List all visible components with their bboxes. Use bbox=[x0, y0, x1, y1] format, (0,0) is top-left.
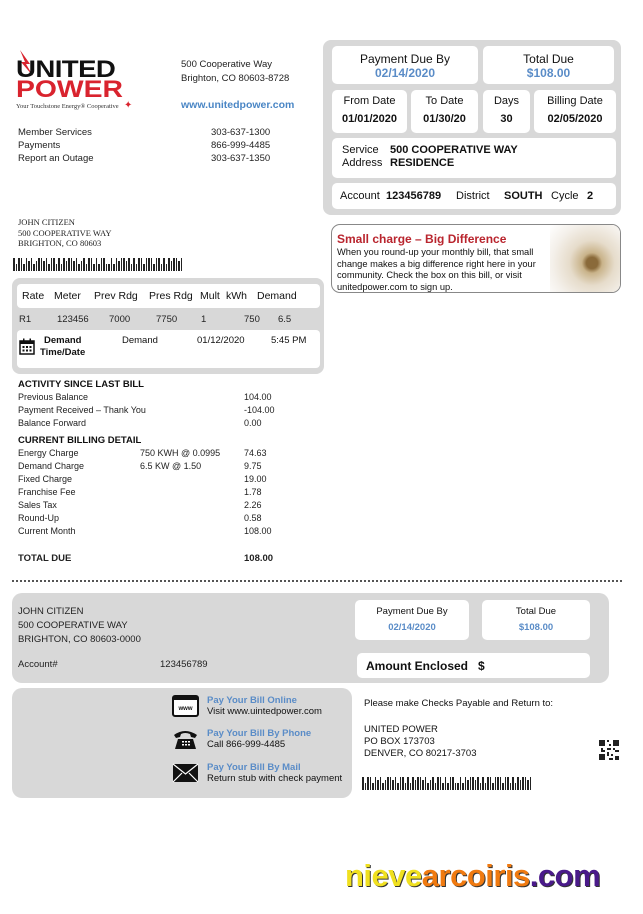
barcode-bar bbox=[28, 261, 30, 271]
barcode-bar bbox=[18, 258, 20, 271]
barcode-bar bbox=[432, 777, 434, 790]
contact-label: Report an Outage bbox=[18, 153, 94, 164]
service-address-label bbox=[342, 144, 382, 170]
barcode-bar bbox=[161, 264, 163, 271]
stub-total-due-card bbox=[482, 600, 590, 640]
to-date-value: 01/30/20 bbox=[423, 113, 466, 125]
stub-street: 500 COOPERATIVE WAY bbox=[18, 620, 128, 631]
cell-rate: R1 bbox=[19, 314, 32, 325]
company-address bbox=[181, 58, 289, 86]
watermark-part3: .com bbox=[529, 858, 601, 893]
barcode-bar bbox=[103, 258, 105, 271]
barcode-bar bbox=[113, 264, 115, 271]
ledger-label: Franchise Fee bbox=[18, 487, 76, 497]
barcode-bar bbox=[490, 777, 492, 790]
barcode-bar bbox=[78, 264, 80, 271]
contact-phone: 303-637-1350 bbox=[211, 153, 271, 164]
customer-city: BRIGHTON, CO 80603 bbox=[18, 238, 102, 248]
from-date-value: 01/01/2020 bbox=[341, 113, 398, 125]
contact-label: Member Services bbox=[18, 127, 92, 138]
logo-united-text: UNITED bbox=[16, 56, 116, 83]
district-value: SOUTH bbox=[504, 190, 543, 202]
barcode-bar bbox=[146, 258, 148, 271]
stub-total-due-label: Total Due bbox=[515, 606, 557, 617]
billing-ledger bbox=[18, 378, 318, 566]
phone-icon bbox=[172, 728, 199, 750]
ledger-amount: 0.58 bbox=[244, 513, 262, 523]
ledger-label: Balance Forward bbox=[18, 418, 87, 428]
barcode-bar bbox=[36, 261, 38, 271]
meter-table-row bbox=[17, 308, 320, 330]
barcode-bar bbox=[173, 258, 175, 271]
barcode-bar bbox=[370, 777, 372, 790]
pay-phone-sub: Call 866-999-4485 bbox=[207, 739, 286, 750]
col-meter: Meter bbox=[54, 290, 81, 302]
barcode-bar bbox=[377, 780, 379, 790]
customer-address bbox=[18, 217, 112, 249]
barcode-bar bbox=[101, 258, 103, 271]
barcode-bar bbox=[88, 258, 90, 271]
ledger-amount: 0.00 bbox=[244, 418, 262, 428]
remit-city: DENVER, CO 80217-3703 bbox=[364, 748, 477, 759]
col-prev-rdg: Prev Rdg bbox=[94, 290, 138, 302]
barcode-bar bbox=[427, 783, 429, 790]
total-due-value: $108.00 bbox=[526, 66, 571, 80]
barcode-bar bbox=[81, 261, 83, 271]
barcode-bar bbox=[91, 258, 93, 271]
barcode-bar bbox=[395, 777, 397, 790]
payment-options-panel bbox=[12, 688, 352, 798]
stub-account-label: Account# bbox=[18, 659, 58, 670]
logo-tagline: Your Touchstone Energy® Cooperative bbox=[16, 103, 119, 110]
barcode-bar bbox=[442, 783, 444, 790]
contact-label: Payments bbox=[18, 140, 61, 151]
ledger-detail: 750 KWH @ 0.0995 bbox=[140, 448, 221, 458]
ledger-label: Payment Received – Thank You bbox=[18, 405, 146, 415]
barcode-bar bbox=[136, 264, 138, 271]
ledger-amount: 2.26 bbox=[244, 500, 262, 510]
bill-summary-panel bbox=[323, 40, 621, 215]
cell-kwh: 750 bbox=[244, 314, 260, 325]
demand-type: Demand bbox=[122, 335, 158, 346]
from-date-card bbox=[332, 90, 407, 133]
to-date-label: To Date bbox=[425, 95, 464, 107]
stub-payment-due-value: 02/14/2020 bbox=[388, 622, 436, 633]
barcode-bar bbox=[450, 777, 452, 790]
barcode-bar bbox=[66, 261, 68, 271]
barcode-bar bbox=[63, 258, 65, 271]
service-address-value bbox=[390, 144, 518, 170]
barcode-bar bbox=[48, 264, 50, 271]
barcode-bar bbox=[108, 264, 110, 271]
total-due-label: Total Due bbox=[523, 52, 574, 66]
barcode-bar bbox=[512, 777, 514, 790]
barcode-bar bbox=[121, 258, 123, 271]
col-rate: Rate bbox=[22, 290, 45, 302]
barcode-bar bbox=[131, 264, 133, 271]
barcode-bar bbox=[385, 780, 387, 790]
barcode-bar bbox=[380, 777, 382, 790]
barcode-bar bbox=[457, 783, 459, 790]
ledger-row bbox=[18, 405, 318, 418]
barcode-bar bbox=[472, 777, 474, 790]
ledger-row bbox=[18, 487, 318, 500]
barcode-bar bbox=[477, 777, 479, 790]
barcode-bar bbox=[420, 777, 422, 790]
barcode-bar bbox=[31, 258, 33, 271]
tear-line bbox=[12, 580, 622, 582]
barcode-bar bbox=[68, 258, 70, 271]
remit-name: UNITED POWER bbox=[364, 724, 438, 735]
barcode-bar bbox=[462, 783, 464, 790]
col-mult: Mult bbox=[200, 290, 220, 302]
cell-pres-rdg: 7750 bbox=[156, 314, 178, 325]
barcode-bar bbox=[475, 780, 477, 790]
barcode-bar bbox=[143, 264, 145, 271]
service-type: RESIDENCE bbox=[390, 157, 455, 169]
barcode-bar bbox=[515, 783, 517, 790]
barcode-bar bbox=[83, 258, 85, 271]
pay-online-sub: Visit www.uintedpower.com bbox=[207, 706, 322, 717]
barcode-bar bbox=[176, 258, 178, 271]
barcode-bar bbox=[435, 783, 437, 790]
pay-phone-title: Pay Your Bill By Phone bbox=[207, 728, 312, 739]
barcode-bar bbox=[16, 264, 18, 271]
company-website-link[interactable]: www.unitedpower.com bbox=[181, 99, 295, 111]
meter-reading-panel bbox=[12, 278, 324, 374]
promo-body: When you round-up your monthly bill, that small change makes a big difference right here in your community. Check the box on this bill, or visit unitedpower.com to sign up. bbox=[337, 247, 536, 292]
watermark bbox=[345, 858, 600, 894]
payment-due-card bbox=[332, 46, 478, 84]
ledger-row bbox=[18, 418, 318, 431]
barcode-bar bbox=[98, 264, 100, 271]
barcode-bar bbox=[33, 264, 35, 271]
total-due-card bbox=[483, 46, 614, 84]
from-date-label: From Date bbox=[343, 95, 396, 107]
ledger-label: Round-Up bbox=[18, 513, 60, 523]
ledger-amount: 74.63 bbox=[244, 448, 267, 458]
demand-time: 5:45 PM bbox=[271, 335, 307, 346]
contact-phone: 866-999-4485 bbox=[211, 140, 271, 151]
barcode-bar bbox=[437, 777, 439, 790]
company-address-line2: Brighton, CO 80603-8728 bbox=[181, 73, 290, 84]
pay-mail-title: Pay Your Bill By Mail bbox=[207, 762, 301, 773]
barcode-bar bbox=[71, 258, 73, 271]
barcode-bar bbox=[392, 780, 394, 790]
touchstone-star-icon: ✦ bbox=[124, 100, 133, 111]
contact-phone: 303-637-1300 bbox=[211, 127, 271, 138]
ledger-row bbox=[18, 513, 318, 526]
barcode-bar bbox=[525, 777, 527, 790]
barcode-bar bbox=[465, 777, 467, 790]
barcode-bar bbox=[118, 261, 120, 271]
barcode-bar bbox=[23, 264, 25, 271]
barcode-bar bbox=[58, 258, 60, 271]
barcode-bar bbox=[412, 777, 414, 790]
barcode-bar bbox=[417, 777, 419, 790]
barcode-bar bbox=[505, 777, 507, 790]
account-label: Account bbox=[340, 190, 380, 202]
customer-name: JOHN CITIZEN bbox=[18, 217, 75, 227]
total-due-label: TOTAL DUE bbox=[18, 553, 72, 564]
billing-heading: CURRENT BILLING DETAIL bbox=[18, 435, 142, 446]
barcode-bar bbox=[405, 783, 407, 790]
stub-city: BRIGHTON, CO 80603-0000 bbox=[18, 634, 141, 645]
barcode-bar bbox=[487, 777, 489, 790]
cell-mult: 1 bbox=[201, 314, 207, 325]
ledger-label: Demand Charge bbox=[18, 461, 85, 471]
days-label: Days bbox=[493, 95, 520, 107]
barcode-bar bbox=[502, 783, 504, 790]
remit-address bbox=[364, 698, 553, 760]
cycle-label: Cycle bbox=[551, 190, 579, 202]
service-street: 500 COOPERATIVE WAY bbox=[390, 144, 518, 156]
barcode-bar bbox=[467, 780, 469, 790]
pay-online-title: Pay Your Bill Online bbox=[207, 695, 297, 706]
barcode-bar bbox=[470, 777, 472, 790]
col-pres-rdg: Pres Rdg bbox=[149, 290, 193, 302]
barcode-bar bbox=[168, 258, 170, 271]
ledger-amount: 108.00 bbox=[244, 526, 272, 536]
barcode-bar bbox=[106, 264, 108, 271]
contact-row bbox=[18, 152, 288, 165]
barcode-bar bbox=[38, 258, 40, 271]
barcode-bar bbox=[425, 777, 427, 790]
cell-demand: 6.5 bbox=[278, 314, 292, 325]
barcode-bar bbox=[128, 258, 130, 271]
demand-label-1: Demand bbox=[44, 335, 82, 346]
ledger-row bbox=[18, 526, 318, 539]
barcode-bar bbox=[148, 258, 150, 271]
ledger-label: Energy Charge bbox=[18, 448, 79, 458]
ledger-label: Fixed Charge bbox=[18, 474, 73, 484]
ledger-amount: -104.00 bbox=[244, 405, 275, 415]
barcode-bar bbox=[372, 783, 374, 790]
company-address-line1: 500 Cooperative Way bbox=[181, 59, 273, 70]
barcode-bar bbox=[178, 261, 180, 271]
barcode-bar bbox=[151, 258, 153, 271]
ledger-row bbox=[18, 461, 318, 474]
stub-account-value: 123456789 bbox=[160, 659, 208, 670]
barcode-bar bbox=[163, 258, 165, 271]
barcode-bar bbox=[500, 777, 502, 790]
ledger-row bbox=[18, 500, 318, 513]
barcode-bar bbox=[485, 783, 487, 790]
barcode-bar bbox=[422, 780, 424, 790]
barcode-bar bbox=[362, 777, 364, 790]
cycle-value: 2 bbox=[587, 190, 594, 202]
barcode-bar bbox=[390, 777, 392, 790]
ledger-amount: 104.00 bbox=[244, 392, 272, 402]
demand-time-label bbox=[40, 335, 85, 359]
barcode-bar bbox=[495, 777, 497, 790]
barcode-bar bbox=[410, 783, 412, 790]
remit-box: PO BOX 173703 bbox=[364, 736, 435, 747]
billing-date-card bbox=[534, 90, 616, 133]
barcode-bar bbox=[415, 780, 417, 790]
barcode-bar bbox=[138, 258, 140, 271]
barcode-bar bbox=[53, 258, 55, 271]
barcode-bar bbox=[76, 258, 78, 271]
postal-barcode bbox=[13, 257, 182, 271]
barcode-bar bbox=[123, 258, 125, 271]
stub-payment-due-card bbox=[355, 600, 469, 640]
amount-enclosed-label: Amount Enclosed bbox=[366, 659, 469, 673]
return-barcode bbox=[362, 776, 531, 790]
barcode-bar bbox=[447, 783, 449, 790]
total-due-amount: 108.00 bbox=[244, 553, 274, 564]
currency-symbol: $ bbox=[478, 659, 485, 673]
barcode-bar bbox=[56, 264, 58, 271]
amount-enclosed-field[interactable] bbox=[357, 653, 590, 678]
billing-date-label: Billing Date bbox=[547, 95, 603, 107]
cell-meter: 123456 bbox=[57, 314, 89, 325]
ledger-amount: 1.78 bbox=[244, 487, 262, 497]
barcode-bar bbox=[26, 258, 28, 271]
barcode-bar bbox=[402, 777, 404, 790]
col-kwh: kWh bbox=[226, 290, 247, 302]
stub-name: JOHN CITIZEN bbox=[18, 606, 84, 617]
company-logo bbox=[16, 52, 148, 118]
qr-code-icon bbox=[599, 740, 619, 760]
barcode-bar bbox=[181, 258, 183, 271]
meter-table-header bbox=[17, 284, 320, 308]
barcode-bar bbox=[530, 777, 532, 790]
barcode-bar bbox=[460, 777, 462, 790]
stub-payment-due-label: Payment Due By bbox=[376, 606, 448, 617]
barcode-bar bbox=[492, 783, 494, 790]
barcode-bar bbox=[445, 777, 447, 790]
watermark-part2: arcoiris bbox=[421, 858, 530, 893]
promo-title: Small charge – Big Difference bbox=[337, 232, 507, 246]
barcode-bar bbox=[480, 783, 482, 790]
stub-total-due-value: $108.00 bbox=[518, 622, 554, 633]
barcode-bar bbox=[482, 777, 484, 790]
barcode-bar bbox=[497, 777, 499, 790]
www-icon bbox=[172, 695, 199, 717]
barcode-bar bbox=[13, 258, 15, 271]
barcode-bar bbox=[400, 777, 402, 790]
ledger-label: Previous Balance bbox=[18, 392, 89, 402]
barcode-bar bbox=[156, 258, 158, 271]
district-label: District bbox=[456, 190, 490, 202]
ledger-row bbox=[18, 448, 318, 461]
pay-mail-sub: Return stub with check payment bbox=[207, 773, 343, 784]
ledger-amount: 19.00 bbox=[244, 474, 267, 484]
ledger-label: Current Month bbox=[18, 526, 76, 536]
barcode-bar bbox=[141, 258, 143, 271]
barcode-bar bbox=[41, 258, 43, 271]
contact-row bbox=[18, 139, 288, 152]
total-due-row bbox=[18, 553, 318, 566]
demand-time-row bbox=[17, 330, 320, 368]
barcode-bar bbox=[116, 258, 118, 271]
envelope-icon bbox=[172, 762, 199, 784]
barcode-bar bbox=[21, 258, 23, 271]
payment-due-value: 02/14/2020 bbox=[374, 66, 436, 80]
barcode-bar bbox=[61, 264, 63, 271]
barcode-bar bbox=[397, 783, 399, 790]
barcode-bar bbox=[43, 261, 45, 271]
service-address-card bbox=[332, 138, 616, 178]
barcode-bar bbox=[510, 783, 512, 790]
barcode-bar bbox=[171, 261, 173, 271]
ledger-detail: 6.5 KW @ 1.50 bbox=[140, 461, 202, 471]
cell-prev-rdg: 7000 bbox=[109, 314, 131, 325]
watermark-part1: nieve bbox=[345, 858, 422, 893]
barcode-bar bbox=[375, 777, 377, 790]
ledger-label: Sales Tax bbox=[18, 500, 57, 510]
account-info-card bbox=[332, 183, 616, 209]
remit-instruction: Please make Checks Payable and Return to: bbox=[364, 698, 554, 709]
calendar-icon bbox=[19, 338, 35, 355]
activity-heading: ACTIVITY SINCE LAST BILL bbox=[18, 379, 144, 390]
barcode-bar bbox=[133, 258, 135, 271]
barcode-bar bbox=[111, 258, 113, 271]
logo-power-text: POWER bbox=[16, 76, 123, 103]
barcode-bar bbox=[440, 777, 442, 790]
barcode-bar bbox=[507, 777, 509, 790]
barcode-bar bbox=[96, 258, 98, 271]
barcode-bar bbox=[520, 780, 522, 790]
barcode-bar bbox=[527, 780, 529, 790]
barcode-bar bbox=[455, 783, 457, 790]
stub-customer-address bbox=[18, 605, 141, 647]
svg-text:www: www bbox=[178, 706, 193, 712]
barcode-bar bbox=[153, 264, 155, 271]
days-card bbox=[483, 90, 530, 133]
barcode-bar bbox=[73, 261, 75, 271]
barcode-bar bbox=[387, 777, 389, 790]
col-demand: Demand bbox=[257, 290, 297, 302]
payment-due-label: Payment Due By bbox=[359, 52, 451, 66]
return-stub bbox=[12, 593, 609, 683]
days-value: 30 bbox=[500, 113, 513, 125]
ledger-amount: 9.75 bbox=[244, 461, 262, 471]
address-label: Address bbox=[342, 157, 383, 169]
barcode-bar bbox=[86, 264, 88, 271]
coins-image bbox=[550, 225, 620, 293]
contact-list bbox=[18, 126, 288, 165]
barcode-bar bbox=[46, 258, 48, 271]
barcode-bar bbox=[407, 777, 409, 790]
service-label: Service bbox=[342, 144, 379, 156]
ledger-row bbox=[18, 474, 318, 487]
barcode-bar bbox=[93, 264, 95, 271]
customer-street: 500 COOPERATIVE WAY bbox=[18, 227, 112, 238]
ledger-row bbox=[18, 392, 318, 405]
barcode-bar bbox=[452, 777, 454, 790]
barcode-bar bbox=[367, 777, 369, 790]
roundup-promo-banner bbox=[331, 224, 621, 293]
demand-label-2: Time/Date bbox=[40, 347, 86, 358]
account-value: 123456789 bbox=[386, 190, 442, 202]
barcode-bar bbox=[382, 783, 384, 790]
barcode-bar bbox=[166, 264, 168, 271]
barcode-bar bbox=[430, 780, 432, 790]
barcode-bar bbox=[365, 783, 367, 790]
demand-date: 01/12/2020 bbox=[197, 335, 245, 346]
to-date-card bbox=[411, 90, 478, 133]
barcode-bar bbox=[522, 777, 524, 790]
barcode-bar bbox=[51, 258, 53, 271]
billing-date-value: 02/05/2020 bbox=[547, 113, 603, 125]
contact-row bbox=[18, 126, 288, 139]
barcode-bar bbox=[517, 777, 519, 790]
barcode-bar bbox=[126, 261, 128, 271]
barcode-bar bbox=[158, 258, 160, 271]
